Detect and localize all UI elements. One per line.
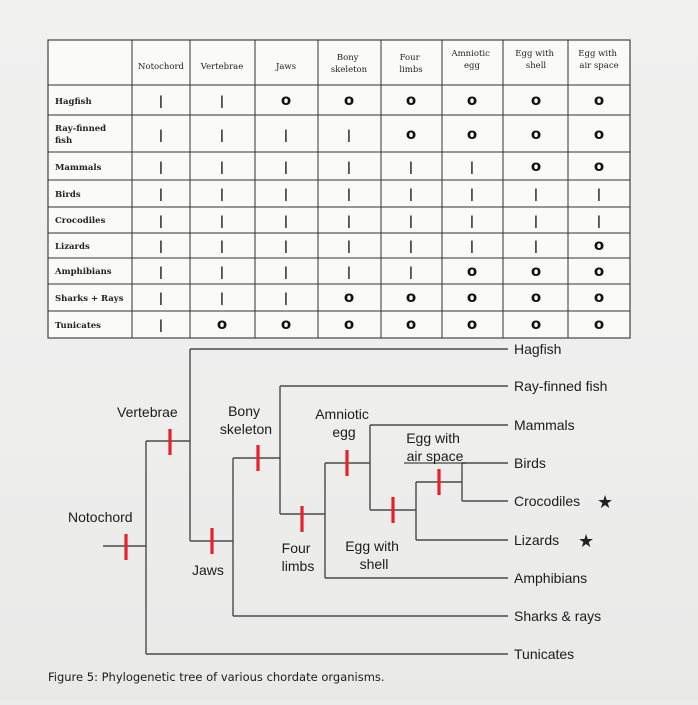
label-limbs-line2: limbs	[281, 558, 315, 574]
row-label-tunicates: Tunicates	[55, 321, 101, 331]
table-cell: |	[158, 128, 164, 142]
star-lizards-icon: ★	[578, 531, 595, 552]
figure-caption: Figure 5: Phylogenetic tree of various chordate organisms.	[48, 670, 385, 684]
taxon-ray-finned-fish: Ray-finned fish	[514, 378, 608, 394]
table-cell: |	[346, 214, 352, 228]
label-shell-line1: Egg with	[345, 538, 399, 554]
label-egg-with-air-space	[406, 430, 464, 464]
row-label-amphibians: Amphibians	[55, 267, 112, 277]
table-cell: |	[158, 160, 164, 174]
table-cell: o	[593, 236, 605, 254]
table-cell: o	[466, 125, 478, 143]
table-cell: |	[283, 265, 289, 279]
table-cell: o	[343, 91, 355, 109]
table-cell: |	[283, 239, 289, 253]
table-cell: o	[343, 315, 355, 333]
table-cell: |	[469, 160, 475, 174]
label-jaws: Jaws	[192, 562, 224, 578]
table-cell: o	[593, 262, 605, 280]
taxa-labels	[514, 341, 613, 662]
table-cell: |	[158, 239, 164, 253]
table-cell: |	[346, 160, 352, 174]
table-cell: |	[533, 239, 539, 253]
label-limbs-line1: Four	[281, 540, 311, 556]
table-cell: |	[283, 291, 289, 305]
table-cell: |	[219, 160, 225, 174]
taxon-mammals: Mammals	[514, 417, 575, 433]
table-cell: |	[408, 214, 414, 228]
table-cell: |	[158, 187, 164, 201]
table-cell: o	[530, 125, 542, 143]
row-label-fish-word: fish	[55, 136, 73, 146]
table-cell: |	[219, 214, 225, 228]
col-header-notochord: Notochord	[138, 62, 184, 72]
row-label-crocodiles: Crocodiles	[55, 216, 106, 226]
table-cell: |	[469, 239, 475, 253]
table-cell: |	[469, 214, 475, 228]
table-cell: |	[158, 291, 164, 305]
label-air-line2: air space	[406, 448, 464, 464]
table-cell: |	[346, 239, 352, 253]
table-cell: |	[219, 187, 225, 201]
table-cell: o	[466, 91, 478, 109]
table-cell: o	[593, 288, 605, 306]
table-cell: o	[280, 91, 292, 109]
table-cell: o	[405, 288, 417, 306]
taxon-birds: Birds	[514, 455, 546, 471]
label-vertebrae: Vertebrae	[117, 404, 178, 420]
col-header-amniotic-word: Amniotic	[451, 49, 490, 59]
label-amniotic-egg	[315, 406, 373, 440]
table-cell: o	[405, 91, 417, 109]
table-cell: |	[158, 265, 164, 279]
row-label-birds: Birds	[55, 190, 81, 200]
table-cell: o	[343, 288, 355, 306]
table-cell: |	[158, 214, 164, 228]
col-header-eggwith-word: Egg with	[515, 49, 554, 59]
label-bony-line1: Bony	[228, 403, 261, 419]
col-header-limbs-word: limbs	[399, 65, 423, 75]
table-cell: o	[405, 125, 417, 143]
col-header-shell-word: shell	[525, 61, 547, 71]
table-cell: |	[346, 187, 352, 201]
trait-table	[48, 40, 630, 338]
label-bony-skeleton	[220, 403, 272, 437]
table-cell: o	[530, 157, 542, 175]
taxon-tunicates: Tunicates	[514, 646, 575, 662]
table-cell: o	[530, 315, 542, 333]
label-amniotic-line1: Amniotic	[315, 406, 369, 422]
row-label-ray-finned-word: Ray-finned	[55, 124, 107, 134]
table-cell: |	[283, 160, 289, 174]
table-cell: |	[596, 214, 602, 228]
table-cell: |	[346, 265, 352, 279]
phylogenetic-tree	[103, 349, 508, 654]
row-label-mammals: Mammals	[55, 163, 102, 173]
taxon-hagfish: Hagfish	[514, 341, 562, 357]
table-cell: o	[405, 315, 417, 333]
label-notochord: Notochord	[68, 509, 133, 525]
taxon-lizards: Lizards	[514, 532, 560, 548]
row-label-sharks-rays: Sharks + Rays	[55, 294, 124, 304]
table-cell: o	[280, 315, 292, 333]
col-header-vertebrae: Vertebrae	[200, 62, 244, 72]
table-cell: |	[219, 94, 225, 108]
col-header-four-word: Four	[399, 53, 420, 63]
table-cell: o	[593, 315, 605, 333]
table-cell: o	[466, 262, 478, 280]
label-amniotic-line2: egg	[332, 424, 356, 440]
table-cell: o	[593, 91, 605, 109]
table-cell: o	[216, 315, 228, 333]
label-bony-line2: skeleton	[219, 421, 273, 437]
table-cell: |	[408, 187, 414, 201]
label-egg-with-shell	[345, 538, 403, 572]
star-crocodiles-icon: ★	[597, 492, 614, 513]
table-cell: o	[593, 125, 605, 143]
label-air-line1: Egg with	[406, 430, 460, 446]
table-cell: |	[469, 187, 475, 201]
taxon-amphibians: Amphibians	[514, 570, 588, 586]
table-cell: |	[596, 187, 602, 201]
table-cell: |	[408, 239, 414, 253]
label-shell-line2: shell	[359, 556, 389, 572]
taxon-sharks-rays: Sharks & rays	[514, 608, 602, 624]
col-header-airspace-word: air space	[579, 61, 619, 71]
table-cell: |	[283, 214, 289, 228]
table-cell: |	[408, 160, 414, 174]
col-header-skeleton-word: skeleton	[330, 65, 368, 75]
table-cell: o	[593, 157, 605, 175]
table-cell: |	[346, 128, 352, 142]
taxon-crocodiles: Crocodiles	[514, 493, 581, 509]
table-cell: |	[533, 187, 539, 201]
table-cell: o	[466, 288, 478, 306]
table-cell: o	[530, 262, 542, 280]
table-cell: |	[158, 94, 164, 108]
table-cell: |	[219, 291, 225, 305]
col-header-egg-word: egg	[464, 61, 480, 71]
table-cell: |	[219, 239, 225, 253]
col-header-bony-word: Bony	[336, 53, 359, 63]
table-cell: |	[283, 128, 289, 142]
table-cell: o	[530, 91, 542, 109]
row-label-hagfish: Hagfish	[55, 97, 92, 107]
table-cell: |	[408, 265, 414, 279]
col-header-jaws: Jaws	[275, 62, 297, 72]
table-cell: o	[530, 288, 542, 306]
col-header-eggwith2-word: Egg with	[578, 49, 617, 59]
table-cell: |	[158, 318, 164, 332]
table-cell: |	[219, 128, 225, 142]
table-cell: |	[283, 187, 289, 201]
label-four-limbs	[282, 540, 315, 574]
table-cell: o	[466, 315, 478, 333]
trait-labels	[68, 403, 466, 578]
row-label-lizards: Lizards	[55, 242, 90, 252]
table-cell: |	[219, 265, 225, 279]
table-cell: |	[533, 214, 539, 228]
